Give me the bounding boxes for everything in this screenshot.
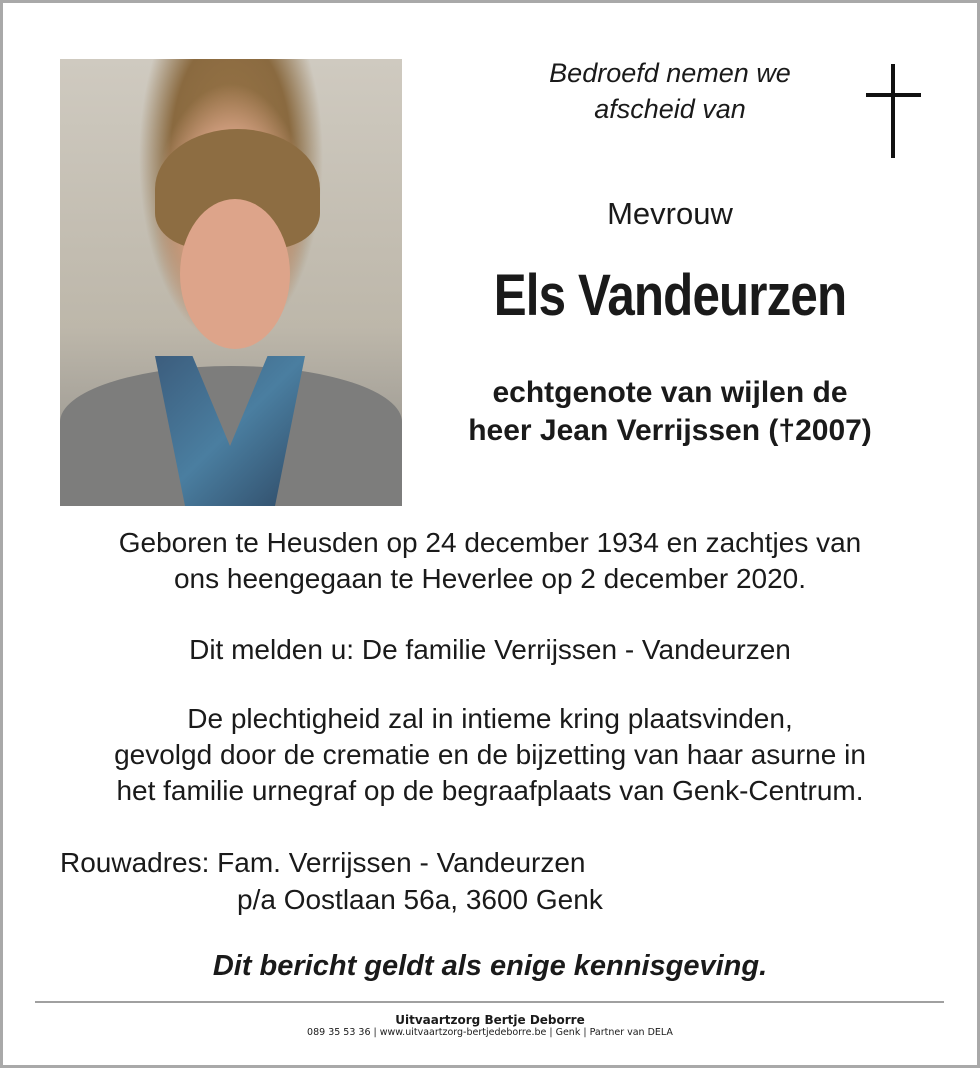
text-line: ons heengegaan te Heverlee op 2 december 2020. [173, 563, 807, 594]
mourning-address [60, 844, 603, 918]
photo-face [180, 199, 290, 349]
birth-death-text [40, 525, 940, 597]
ceremony-text [40, 701, 940, 809]
portrait-photo [60, 59, 402, 506]
address-line: p/a Oostlaan 56a, 3600 Genk [237, 884, 603, 915]
text-line: Geboren te Heusden op 24 december 1934 en zachtjes van [118, 527, 862, 558]
intro-text [490, 55, 850, 127]
intro-line: afscheid van [594, 94, 746, 124]
footer-company: Uitvaartzorg Bertje Deborre [395, 1013, 585, 1027]
intro-line: Bedroefd nemen we [549, 58, 791, 88]
spouse-text [410, 374, 930, 450]
footer-details: 089 35 53 36 | www.uitvaartzorg-bertjedeborre.be | Genk | Partner van DELA [307, 1027, 673, 1038]
cross-icon [866, 64, 921, 158]
text-line: het familie urnegraf op de begraafplaats van Genk-Centrum. [116, 775, 864, 806]
text-line: gevolgd door de crematie en de bijzetting van haar asurne in [114, 739, 866, 770]
address-line: Rouwadres: Fam. Verrijssen - Vandeurzen [60, 847, 586, 878]
spouse-line: echtgenote van wijlen de [492, 376, 848, 409]
honorific: Mevrouw [607, 196, 733, 231]
spouse-line: heer Jean Verrijssen (†2007) [468, 414, 872, 447]
deceased-name: Els Vandeurzen [493, 263, 847, 328]
family-text: Dit melden u: De familie Verrijssen - Vandeurzen [189, 634, 791, 665]
text-line: De plechtigheid zal in intieme kring plaatsvinden, [187, 703, 793, 734]
divider [35, 1001, 944, 1003]
notice-text: Dit bericht geldt als enige kennisgeving. [212, 950, 768, 982]
